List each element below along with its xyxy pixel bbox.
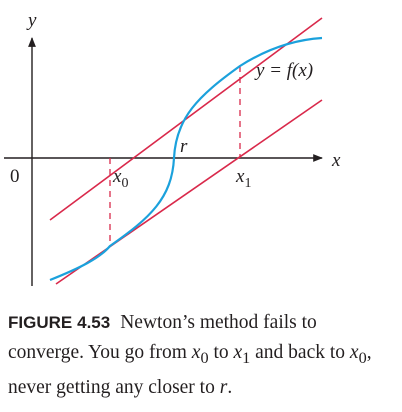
caption-x0-again-sub: 0 xyxy=(358,348,367,367)
x0-label: $x_0$ xyxy=(113,166,129,191)
caption-x1-sub: 1 xyxy=(242,348,251,367)
caption-text-3: and back to xyxy=(250,342,350,363)
figure-caption xyxy=(8,308,396,403)
root-label: r xyxy=(180,136,188,157)
origin-label: 0 xyxy=(10,166,20,187)
x-axis-label: x xyxy=(332,150,341,171)
caption-x0-sub: 0 xyxy=(200,348,209,367)
x1-label: $x_1$ xyxy=(236,166,252,191)
caption-x0-again: x xyxy=(349,342,359,363)
caption-text-1: Newton’s method fails to converge. You go from xyxy=(8,312,317,363)
caption-text-4: , never getting any closer to xyxy=(8,342,372,398)
tangent-line-lower xyxy=(56,100,322,284)
caption-figure-label: FIGURE xyxy=(8,313,73,332)
caption-text-2: to xyxy=(208,342,234,363)
function-label: y = f(x) xyxy=(256,60,314,81)
caption-x1: x xyxy=(233,342,243,363)
caption-r: r xyxy=(219,376,228,398)
caption-figure-number: 4.53 xyxy=(77,313,111,332)
caption-x0: x xyxy=(191,342,201,363)
caption-text-5: . xyxy=(227,376,233,398)
y-axis-label: y xyxy=(28,10,37,31)
